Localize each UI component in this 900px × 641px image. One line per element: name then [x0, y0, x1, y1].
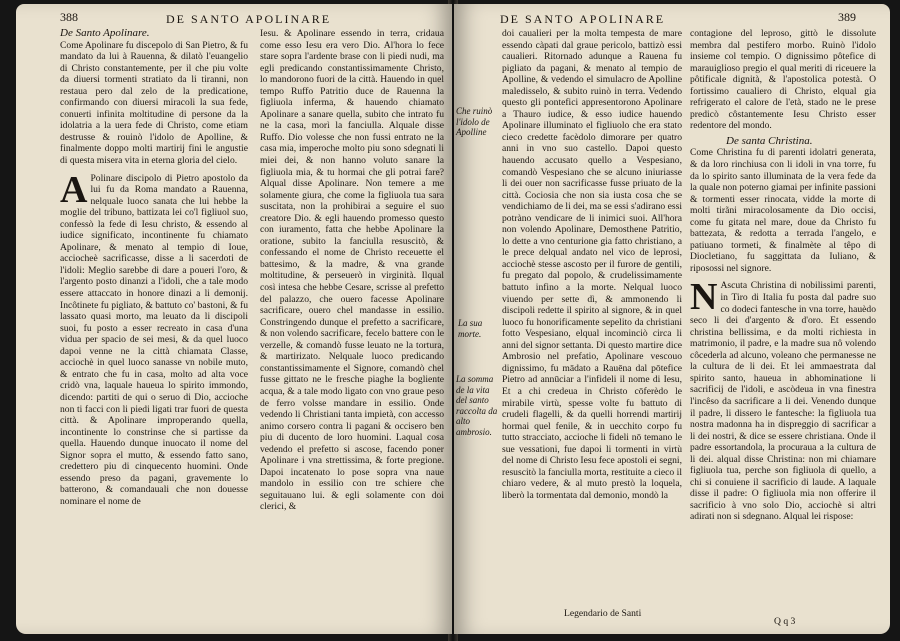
apolinare-body-start: [60, 168, 248, 508]
right-column-1: [502, 28, 682, 606]
left-running-head: DE SANTO APOLINARE: [166, 12, 332, 26]
catchword: Legendario de Santi: [564, 608, 642, 619]
margin-note-somma: La somma de la vita del santo raccolta da alto ambrosio.: [456, 374, 498, 437]
apolinare-text-1: Polinare discipolo di Pietro apostolo da lui fu da Roma mandato a Rauenna, nelquale luoco sanata che lui hebbe la moglie del tribuno, battizata lei co'l figliuol suo, confessò la fede di Iesu christo, & essendo al iudice significato, incontinente fu chiamato Apolinare, & menato al tempio di Ioue, acciocheè sacrificasse, disse a li sacerdoti de l'idoli: Meglio sarebbe di dare a poueri l'oro, & l'argento posto dinanzi a l'idoli, che a tale modo essere attaccato in honore dinazi a li demonij. Incôtinete fu pigliato, & battuto co' bastoni, & fu lassato quasi morto, ma leuato da li discipoli suoi, fu posto a esser recreato in casa d'una vidua per spacio de sei mesi, & da quel luoco dapoi venne ne la città chiamata Classe, acciochè in quel luoco sanasse vn nobile muto, & entrato che fu in casa, molto ad alta voce cridò vna, laquale haueua lo spirito immondo, dicendo: partiti de qui o seruo di Dio, accioche non ti facci con li piedi ligati trar fuori de questa città. & Apolinare improperando quella, incontinente lo constrinse che si partisse da quella. Hauendo dunque inuocato il nome del Signor sopra el mutto, & essendo fatto sano, credettero piu di cinquecento huomini. Onde essendo preso da pagani, gravemente lo batterono, & comandauali che non douesse nominare el nome de: [60, 172, 248, 507]
christina-summary: Come Christina fu di parenti idolatri generata, & da loro rinchiusa con li idoli in vna torre, fu da lo spirito santo illuminata de la vera fede da la quale non poterno giamai per infinite passioni & tormenti esser rinocata, vidde la morte di molti tirãni miracolosamente da Dio occisi, come fu gitata nel mare, doue da Christo fu battezata, & redotta a terrada l'angelo, e patiuano tormeti, & finalmète al têpo di Diocletiano, fu saggittata da Iuliano, & riposossi nel signore.: [690, 147, 876, 274]
section-title-christina: De santa Christina.: [726, 134, 813, 147]
drop-cap-n: N: [690, 276, 718, 319]
right-page-number: 389: [838, 10, 856, 24]
christina-body-start: [690, 276, 876, 523]
right-page: [454, 4, 890, 634]
left-column-2: [260, 28, 444, 628]
apolinare-text-2: Iesu. & Apolinare essendo in terra, cridaua come esso Iesu era vero Dio. Al'hora lo fece stare sopra l'ardente brase con li piedi nudi, ma egli predicando constantissimamente Christo, lo mandorono fuori de la città. Hauendo in quel tempo Ruffo Patritio duce de Rauenna la figliuola inferma, & hauendo chiamato Apolinare a sanare quella, subito che intrato fu ne la casa, morì la fanciulla. Alquale disse Ruffo. Dio volesse che non fussi entrato ne la casa mia, imperoche molto piu sono sdegnati li miei dei, & non hanno voluto sanare la figliuola mia, & tu hormai che gli potrai fare? Alqual disse Apolinare. Non temere a me solamente giura, che come la figliuola tua sara suscitata, non la prohibirai a seguire el suo creatore Dio. & egli hauendo promesso questo con iuramento, fatta che hebbe Apolinare la oratione, subito la fanciulla resuscitò, & confessando el nome de Christo receuette el battesimo, & la madre, & vna grande moltitudine, & perseuerò in virginità. Ilqual così intesa che hebbe Cesare, scrisse al prefetto del palazzo, che ouero facesse Apolinare sacrificare, ouero chel mandasse in essilio. Constringendo dunque el prefetto a sacrificare, & non volendo sacrificare, fecelo battere con le verzelle, & comandò fusse leuato ne la tortura, & martirizato. Nelquale luoco predicando constantissimamente el Signore, comandò chel fusse gittato ne le fresche piaghe la bogliente acqua, & a tale modo ligato con vno graue peso de ferro volsse mandare in essilio. Onde vedendo li Christiani tanta impietà, con accesso animo corsero contra li pagani & occisero ben piu di ducento de loro huomini. Laqual cosa vedendo el prefetto si ascose, facendo poner Apolinare i vna strettissima, & forte pregione. Dapoi incatenato lo pose sopra vna naue mandolo in essilio con tre schiere che seguitauano lui. & egli solamente con doi clerici, &: [260, 28, 444, 513]
left-page: [16, 4, 452, 634]
right-running-head: DE SANTO APOLINARE: [500, 12, 666, 26]
apolinare-summary: Come Apolinare fu discepolo di San Pietro, & fu mandato da lui à Rauenna, & dilatò l'euangelio di Christo constantemente, per il che piu volte da diuersi tormenti stratiato da li tiranni, non restaua pero dal zelo de la predicatione, confirmando con diuersi miracoli la sua fede, conuerti infinita moltitudine di persone da la idolatria a la uera fede di Christo, come etiam destrusse & rouinò l'idolo de Apolline, & finalmente doppo molti martirij fini le angustie di questa misera vita in eterna gloria del cielo.: [60, 39, 248, 167]
left-column-1: [60, 28, 248, 628]
christina-text: Ascuta Christina di nobilissimi parenti, in Tiro di Italia fu posta dal padre suo co dodeci fantesche in vna torre, hauèdo seco li dei d'argento & d'oro. Et essendo christina bellissima, e da molti richiesta in matrimonio, il padre, e la madre sua nô volendo côcederla ad alcuno, voleano che permanesse ne la cultura de li dei. Et lei ammaestrata dal spirito santo, haueua in abhominatione li sacrificij de l'idoli, e ascòdeua in vna finestra l'incêso da sacrificare a li dei. Venendo dunque il padre, li dissero le fantesche: la figliuola tua nostra madonna ha in dispreggio di sacrificar a li dei nostri, & dice se essere christiana. Onde il padre essortandola, la procuraua a la cultura de li dei. alqual disse Christina: non mi chiamare figliuola tua, perche son figliuola di quello, a chi si conuiene il sacrificio di laude. A laquale disse il padre: O figliuola mia non offerire il sacrificio à vno solo Dio, acciochè si altri adirati non si sdegnano. Alqual lei rispose:: [690, 280, 876, 523]
margin-note-idolo: Che ruinò l'idolo de Apolline: [456, 106, 493, 137]
apolinare-text-3: doi caualieri per la molta tempesta de mare essendo càpati dal graue pericolo, battizò essi caualieri. Ritornado adunque a Rauena fu pigliato da pagani, & menato al tempio de Apolline, & vedendo el simulacro de Apolline maledisselo, & subito ruinò in terra. Vedendo questo gli pontefici appresentorono Apolinare a Thauro iudice, & esso iudice hauendo Apolinare illuminato el figliuolo che era stato cieco credette facèdolo dimorare per quatro anni in vno suo castello. Dapoi questo hauendo accusato quello a Vespesiano, comandò Vespesiano che se alcuno iniuriasse li dei ouer non sacrificasse fusse priuato de la città. Cociosia che non sia iusta cosa che se vendichiamo de li dei, ma se essi s'adirano essi potràno vendicare de li inimici suoi. All'hora non volendo Apolinare, Demosthene Patritio, lo dette a vno centurione gia fatto christiano, a le prece delqual andato nel vico de leprosi, acciochè stesse ascosto per il furore de gentili, fu pregato dal popolo, & crudelissimamente battuto infino a la morte. Nelqual luoco viuendo per sette dì, & ammonendo li discipoli redette il spirito al signore, & in quel luoco fu honorificamente sepelito da christiani fotto Vespesiano, elqual incominciò circa li anni del signor settanta. Di questo martire dice Ambrosio nel prefatio, Apolinare vescouo dignissimo, fu mādato a Rauēna dal pōtefice Pietro ad annūciar a l'infideli il nome di Iesu, Et a chi credeua in Christo cōferèdo le mirabile virtù, spesse volte fu battuto di crudeli flagelli, & da quelli horrendi martirij hormai quel fenile, & in uecchito corpo fu tutto stracciato, accioche li fideli nō temano le sue vessationi, fue dapoi li tormenti in virtù del nome di Christo Iesu fece apostoli ei segni, resuscitò la fanciulla morta, restituite a cieco il chiaro vedere, & al muto prestò la loquela, liberò la tormentata dal demonio, mondò la: [502, 28, 682, 501]
left-page-number: 388: [60, 10, 78, 24]
right-column-2: [690, 28, 876, 612]
apolinare-conclusion: contagione del leproso, gittò le dissolute membra dal pestifero morbo. Ruinò l'idolo insieme col tempio. O dignissimo pôtefice di marauiglioso pregio el qual meriti di riceuere la pôtificale dignità, & l'apostolica potestà. O fortissimo caualiero di Christo, elqual gia refrigerato el calore de l'età, stado ne le prese predicò côstantemente Iesu Christo esser redentore del mondo.: [690, 28, 876, 132]
margin-note-morte: La sua morte.: [458, 318, 483, 339]
signature-mark: Q q 3: [774, 616, 796, 627]
drop-cap-a: A: [60, 168, 88, 211]
section-title-apolinare: De Santo Apolinare.: [60, 27, 150, 39]
